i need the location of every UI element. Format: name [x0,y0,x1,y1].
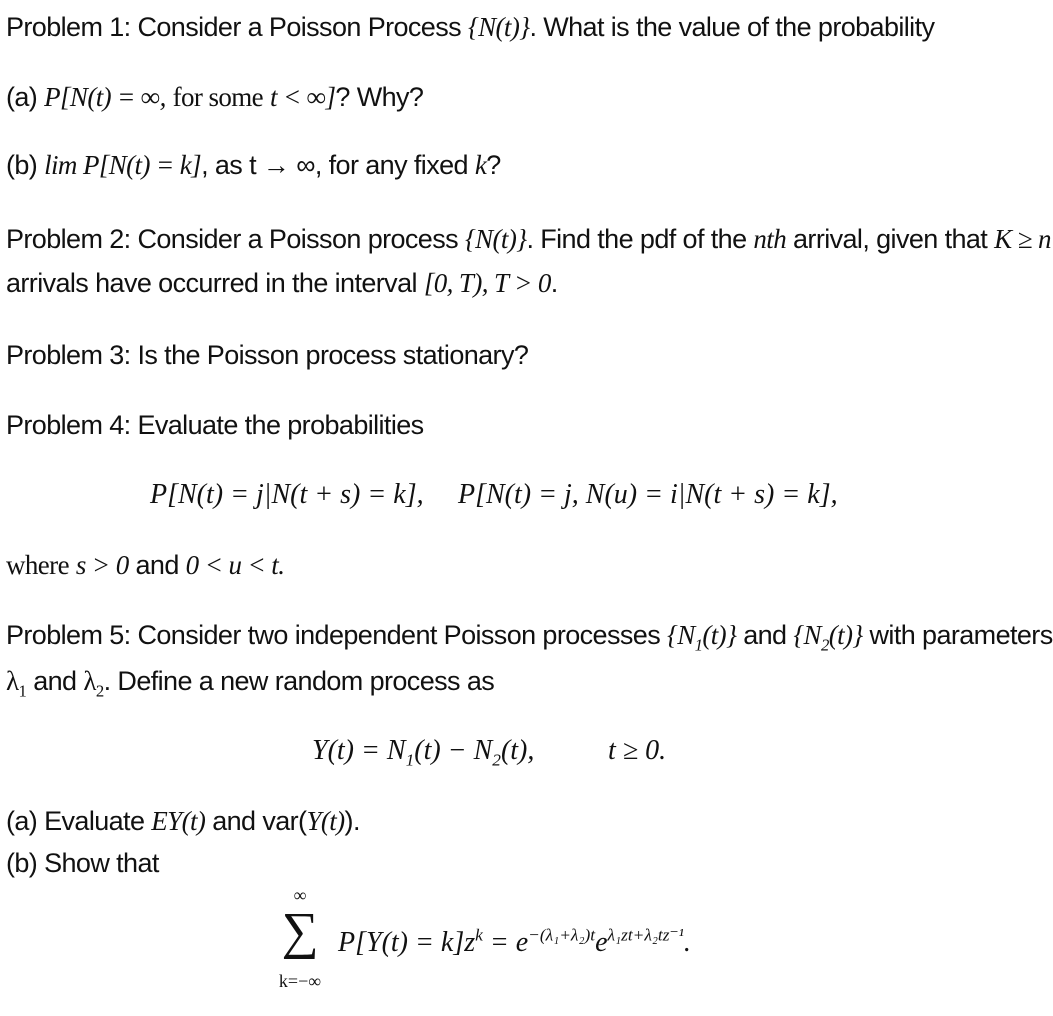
problem-5-definition-condition: t ≥ 0. [608,735,667,766]
summation-symbol [268,884,332,1004]
problem-4-heading: Problem 4: Evaluate the probabilities [6,410,424,440]
problem-5-part-a: (a) Evaluate EY(t) and var(Y(t)). [6,806,360,836]
problem-5-line-2: $\lambda_1$ and $\lambda_2$. Define a new random process as [6,666,495,701]
problem-4-equation-1: P[N(t) = j|N(t + s) = k], [150,479,424,510]
sigma-icon: ∑ [281,903,319,960]
problem-5-line-1: Problem 5: Consider two independent Poisson processes $\{N_1(t)\}$ and $\{N_2(t)\}$ with parameters [6,620,1053,655]
problem-1-part-a: (a) P[N(t) = ∞, for some t < ∞]? Why? [6,82,424,112]
problem-1-part-b: (b) lim P[N(t) = k], as t → ∞, for any fixed k? [6,150,501,180]
problem-2-line-1: Problem 2: Consider a Poisson process {N(t)}. Find the pdf of the nth arrival, given that K ≥ n [6,224,1051,254]
problem-5-definition: $Y(t) = N_1(t) - N_2(t)$, [312,735,535,770]
problem-4-equation-2: P[N(t) = j, N(u) = i|N(t + s) = k], [458,479,838,510]
problem-4-conditions: where s > 0 and 0 < u < t. [6,550,285,580]
summation-upper-limit: ∞ [293,885,307,905]
summation-lower-limit: k=−∞ [278,971,322,991]
summation-identity: $P[Y(t) = k]z^k = e^{-(\lambda_1+\lambda_2)t}e^{\lambda_1zt+\lambda_2tz^{-1}}$. [338,925,691,958]
problem-1-heading: Problem 1: Consider a Poisson Process {N(t)}. What is the value of the probability [6,12,935,42]
problem-3: Problem 3: Is the Poisson process stationary? [6,340,529,370]
problem-2-line-2: arrivals have occurred in the interval [0, T), T > 0. [6,268,558,298]
problem-5-part-b: (b) Show that [6,848,159,878]
